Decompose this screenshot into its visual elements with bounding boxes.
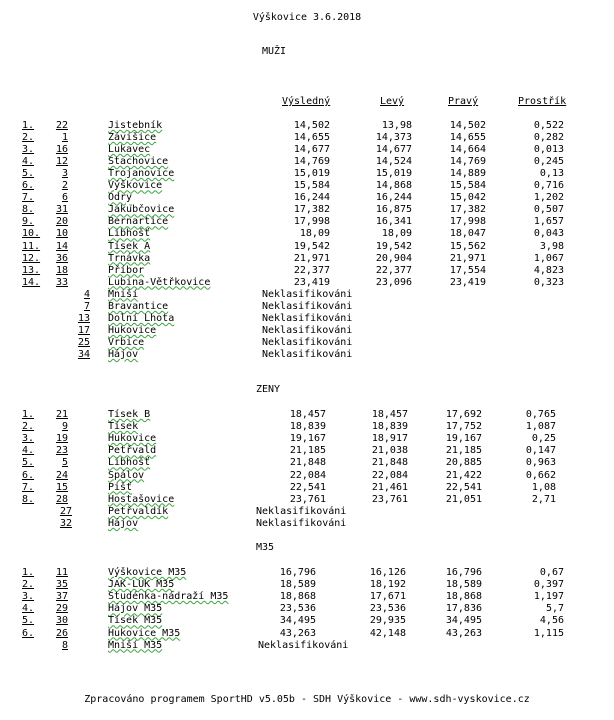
team-name-cell: Výškovice [108,180,163,192]
unclassified-cell: Neklasifikováni [256,517,347,529]
team-name-cell: Tísek M35 [108,615,163,627]
right-cell: 15,042 [449,192,486,204]
team-name-cell: Odry [108,192,133,204]
right-cell: 20,885 [445,457,482,469]
rank-cell: 13. [22,264,41,276]
diff-cell: 0,323 [533,276,564,288]
table-row [0,579,614,591]
table-row [0,289,614,301]
team-name-cell: Tísek [108,421,139,433]
unclassified-cell: Neklasifikováni [262,312,353,324]
rank-cell: 6. [22,469,35,481]
result-cell: 18,457 [289,409,326,420]
table-row [0,228,614,240]
diff-cell: 3,98 [539,240,564,252]
left-cell: 21,848 [371,457,408,469]
unclassified-cell: Neklasifikováni [262,348,353,360]
team-name-cell: Trnávka [108,252,151,264]
result-cell: 22,084 [289,469,326,481]
team-number-cell: 27 [59,505,72,517]
table-row [0,168,614,180]
diff-cell: 1,087 [525,421,556,433]
column-header-pravy: Pravý [448,96,479,107]
team-name-cell: Hostašovice [108,493,175,505]
team-name-cell: Hukovice [108,433,157,445]
table-row [0,482,614,494]
table-row [0,337,614,349]
team-name-cell: Bernartice [108,216,169,228]
team-name-cell: Tísek A [108,240,151,252]
left-cell: 14,524 [375,156,412,168]
right-cell: 17,692 [445,409,482,420]
left-cell: 18,839 [371,421,408,433]
rank-cell: 2. [22,421,35,433]
right-cell: 17,998 [449,216,486,228]
table-row [0,628,614,640]
team-number-cell: 25 [77,336,90,348]
diff-cell: 0,245 [533,156,564,168]
result-cell: 15,584 [293,180,330,192]
rank-cell: 7. [22,192,35,204]
rank-cell: 1. [22,567,35,578]
right-cell: 17,382 [449,204,486,216]
team-number-cell: 13 [77,312,90,324]
column-header-levy: Levý [380,96,405,107]
diff-cell: 4,823 [533,264,564,276]
diff-cell: 0,765 [525,409,556,420]
team-number-cell: 4 [83,288,90,300]
team-number-cell: 14 [55,240,68,252]
right-cell: 34,495 [445,615,482,627]
table-row [0,591,614,603]
table-row [0,204,614,216]
team-name-cell: Lubina-Větřkovice [108,276,211,288]
left-cell: 16,126 [369,567,406,578]
right-cell: 18,047 [449,228,486,240]
rank-cell: 6. [22,180,35,192]
team-name-cell: Spálov [108,469,145,481]
table-row [0,253,614,265]
section-label-zeny: ZENY [256,384,281,395]
team-number-cell: 7 [83,300,90,312]
diff-cell: 0,397 [533,579,564,591]
right-cell: 18,868 [445,591,482,603]
team-number-cell: 19 [55,433,68,445]
rank-cell: 4. [22,156,35,168]
left-cell: 14,373 [375,132,412,144]
result-cell: 18,839 [289,421,326,433]
diff-cell: 0,662 [525,469,556,481]
team-number-cell: 15 [55,481,68,493]
result-cell: 16,796 [279,567,316,578]
left-cell: 18,457 [371,409,408,420]
rank-cell: 4. [22,445,35,457]
diff-cell: 0,507 [533,204,564,216]
right-cell: 14,664 [449,144,486,156]
result-cell: 23,536 [279,603,316,615]
right-cell: 43,263 [445,627,482,639]
diff-cell: 0,716 [533,180,564,192]
left-cell: 23,761 [371,493,408,505]
left-cell: 18,917 [371,433,408,445]
team-number-cell: 24 [55,469,68,481]
rank-cell: 5. [22,168,35,180]
column-header-prostrik: Prostřík [518,96,567,107]
left-cell: 16,244 [375,192,412,204]
team-name-cell: Libhošť [108,228,151,240]
right-cell: 16,796 [445,567,482,578]
table-row [0,421,614,433]
diff-cell: 1,115 [533,627,564,639]
left-cell: 23,536 [369,603,406,615]
left-cell: 16,341 [375,216,412,228]
rank-cell: 10. [22,228,41,240]
rank-cell: 9. [22,216,35,228]
right-cell: 23,419 [449,276,486,288]
diff-cell: 0,25 [531,433,556,445]
team-number-cell: 37 [55,591,68,603]
result-cell: 21,971 [293,252,330,264]
team-name-cell: Pišť [108,481,133,493]
team-number-cell: 34 [77,348,90,360]
unclassified-cell: Neklasifikováni [256,505,347,517]
result-cell: 21,185 [289,445,326,457]
team-number-cell: 16 [55,144,68,156]
diff-cell: 1,08 [531,481,556,493]
team-name-cell: Jistebník [108,120,163,131]
left-cell: 42,148 [369,627,406,639]
result-cell: 14,502 [293,120,330,131]
rank-cell: 3. [22,433,35,445]
team-name-cell: Tísek B [108,409,151,420]
team-number-cell: 1 [61,132,68,144]
team-name-cell: Vrbice [108,336,145,348]
left-cell: 16,875 [375,204,412,216]
team-name-cell: Studénka-nádraží M35 [108,591,229,603]
unclassified-cell: Neklasifikováni [258,639,349,651]
table-row [0,156,614,168]
unclassified-cell: Neklasifikováni [262,336,353,348]
team-number-cell: 6 [61,192,68,204]
left-cell: 19,542 [375,240,412,252]
right-cell: 21,051 [445,493,482,505]
rank-cell: 6. [22,627,35,639]
table-row [0,265,614,277]
left-cell: 17,671 [369,591,406,603]
result-cell: 22,377 [293,264,330,276]
table-row [0,277,614,289]
left-cell: 13,98 [381,120,412,131]
right-cell: 19,167 [445,433,482,445]
team-number-cell: 26 [55,627,68,639]
left-cell: 20,904 [375,252,412,264]
table-row [0,470,614,482]
table-row [0,216,614,228]
document-title: Výškovice 3.6.2018 [252,12,362,23]
rank-cell: 8. [22,204,35,216]
right-cell: 14,889 [449,168,486,180]
diff-cell: 1,197 [533,591,564,603]
right-cell: 15,562 [449,240,486,252]
diff-cell: 1,657 [533,216,564,228]
team-name-cell: Libhošť [108,457,151,469]
result-cell: 43,263 [279,627,316,639]
right-cell: 14,655 [449,132,486,144]
left-cell: 15,019 [375,168,412,180]
table-row [0,313,614,325]
team-number-cell: 30 [55,615,68,627]
result-cell: 15,019 [293,168,330,180]
left-cell: 23,096 [375,276,412,288]
team-number-cell: 20 [55,216,68,228]
table-row [0,144,614,156]
team-name-cell: Hájov [108,517,139,529]
section-label-muzi: MUŽI [262,46,287,57]
footer-credit: Zpracováno programem SportHD v5.05b - SDH Výškovice - www.sdh-vyskovice.cz [84,694,530,705]
team-number-cell: 23 [55,445,68,457]
team-number-cell: 17 [77,324,90,336]
result-cell: 18,589 [279,579,316,591]
result-cell: 18,868 [279,591,316,603]
result-cell: 34,495 [279,615,316,627]
team-number-cell: 21 [55,409,68,420]
team-number-cell: 32 [59,517,72,529]
team-number-cell: 2 [61,180,68,192]
team-name-cell: Mniší M35 [108,639,163,651]
table-row [0,433,614,445]
result-cell: 23,419 [293,276,330,288]
team-name-cell: Výškovice M35 [108,567,187,578]
unclassified-cell: Neklasifikováni [262,300,353,312]
team-name-cell: JAK-LUK M35 [108,579,175,591]
team-name-cell: Stachovice [108,156,169,168]
team-name-cell: Petřvaldík [108,505,169,517]
rank-cell: 4. [22,603,35,615]
table-row [0,325,614,337]
team-number-cell: 11 [55,567,68,578]
table-row [0,301,614,313]
rank-cell: 2. [22,132,35,144]
team-number-cell: 18 [55,264,68,276]
rank-cell: 5. [22,457,35,469]
result-cell: 16,244 [293,192,330,204]
diff-cell: 0,043 [533,228,564,240]
section-label-m35: M35 [256,542,275,553]
result-cell: 19,167 [289,433,326,445]
diff-cell: 4,56 [539,615,564,627]
rank-cell: 2. [22,579,35,591]
table-row [0,603,614,615]
result-cell: 21,848 [289,457,326,469]
rank-cell: 3. [22,591,35,603]
rank-cell: 1. [22,120,35,131]
team-number-cell: 28 [55,493,68,505]
result-cell: 17,382 [293,204,330,216]
diff-cell: 0,013 [533,144,564,156]
team-name-cell: Hukovice M35 [108,627,181,639]
team-number-cell: 33 [55,276,68,288]
table-row [0,640,614,652]
team-name-cell: Lukavec [108,144,151,156]
left-cell: 21,038 [371,445,408,457]
table-row [0,494,614,506]
right-cell: 15,584 [449,180,486,192]
diff-cell: 0,67 [539,567,564,578]
team-number-cell: 9 [61,421,68,433]
result-cell: 19,542 [293,240,330,252]
diff-cell: 0,282 [533,132,564,144]
table-row [0,120,614,132]
rank-cell: 11. [22,240,41,252]
result-cell: 18,09 [299,228,330,240]
right-cell: 22,541 [445,481,482,493]
team-name-cell: Jakubčovice [108,204,175,216]
result-cell: 14,769 [293,156,330,168]
table-row [0,506,614,518]
team-number-cell: 5 [61,457,68,469]
left-cell: 22,377 [375,264,412,276]
column-header-vysledny: Výsledný [282,96,331,107]
left-cell: 21,461 [371,481,408,493]
table-row [0,180,614,192]
rank-cell: 12. [22,252,41,264]
team-name-cell: Dolní Lhota [108,312,175,324]
diff-cell: 5,7 [545,603,564,615]
unclassified-cell: Neklasifikováni [262,288,353,300]
team-number-cell: 31 [55,204,68,216]
left-cell: 22,084 [371,469,408,481]
diff-cell: 0,147 [525,445,556,457]
team-name-cell: Hukovice [108,324,157,336]
result-cell: 23,761 [289,493,326,505]
rank-cell: 1. [22,409,35,420]
result-cell: 22,541 [289,481,326,493]
team-name-cell: Příbor [108,264,145,276]
team-number-cell: 29 [55,603,68,615]
right-cell: 21,422 [445,469,482,481]
table-row [0,349,614,361]
table-row [0,192,614,204]
result-cell: 14,677 [293,144,330,156]
right-cell: 21,971 [449,252,486,264]
result-cell: 14,655 [293,132,330,144]
table-row [0,409,614,421]
right-cell: 14,502 [449,120,486,131]
team-name-cell: Závišice [108,132,157,144]
rank-cell: 3. [22,144,35,156]
right-cell: 18,589 [445,579,482,591]
team-number-cell: 22 [55,120,68,131]
table-row [0,518,614,530]
right-cell: 17,752 [445,421,482,433]
table-row [0,457,614,469]
diff-cell: 1,202 [533,192,564,204]
table-row [0,241,614,253]
team-number-cell: 8 [61,639,68,651]
right-cell: 21,185 [445,445,482,457]
team-name-cell: Trojanovice [108,168,175,180]
left-cell: 14,677 [375,144,412,156]
left-cell: 18,192 [369,579,406,591]
team-name-cell: Hájov M35 [108,603,163,615]
table-row [0,132,614,144]
left-cell: 18,09 [381,228,412,240]
table-row [0,567,614,579]
rank-cell: 7. [22,481,35,493]
result-cell: 17,998 [293,216,330,228]
table-row [0,615,614,627]
team-name-cell: Mniší [108,288,139,300]
team-number-cell: 35 [55,579,68,591]
team-name-cell: Bravantice [108,300,169,312]
left-cell: 14,868 [375,180,412,192]
diff-cell: 1,067 [533,252,564,264]
diff-cell: 0,13 [539,168,564,180]
right-cell: 17,836 [445,603,482,615]
right-cell: 17,554 [449,264,486,276]
right-cell: 14,769 [449,156,486,168]
diff-cell: 0,963 [525,457,556,469]
rank-cell: 14. [22,276,41,288]
team-number-cell: 3 [61,168,68,180]
table-row [0,445,614,457]
rank-cell: 8. [22,493,35,505]
team-name-cell: Hájov [108,348,139,360]
diff-cell: 2,71 [531,493,556,505]
team-number-cell: 10 [55,228,68,240]
diff-cell: 0,522 [533,120,564,131]
team-number-cell: 12 [55,156,68,168]
team-number-cell: 36 [55,252,68,264]
unclassified-cell: Neklasifikováni [262,324,353,336]
team-name-cell: Petřvald [108,445,157,457]
left-cell: 29,935 [369,615,406,627]
rank-cell: 5. [22,615,35,627]
